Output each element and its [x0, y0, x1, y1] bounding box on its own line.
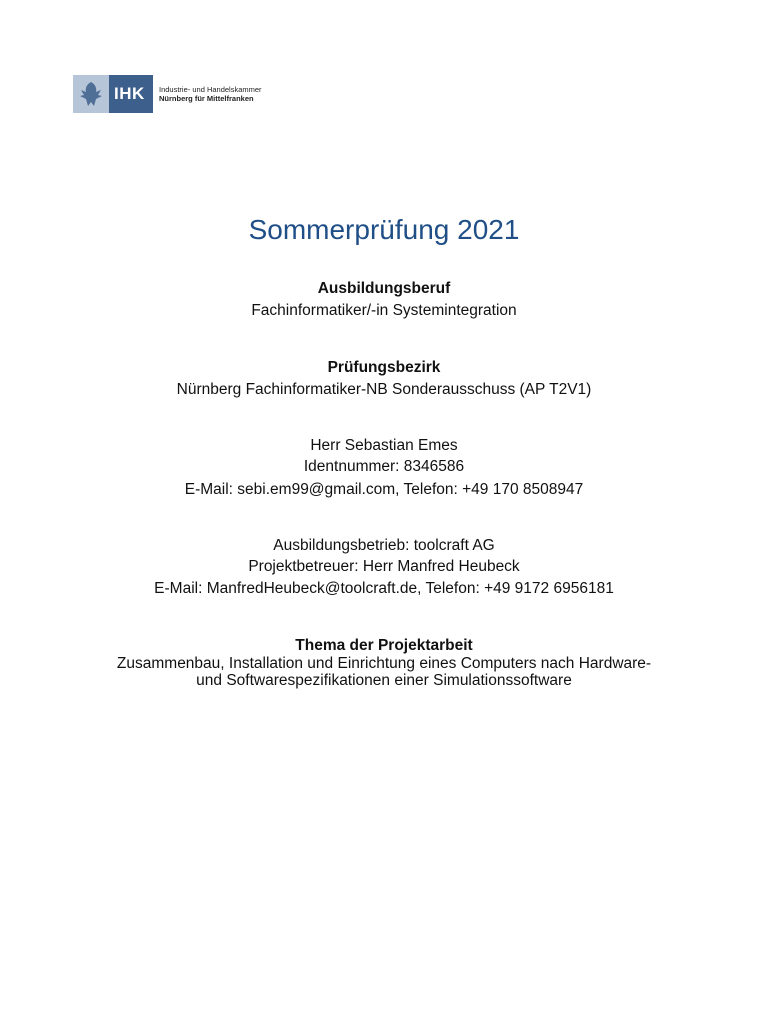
thema-heading: Thema der Projektarbeit: [295, 637, 473, 654]
ihk-logo-letters: IHK: [114, 84, 145, 103]
ihk-logo-line2: Nürnberg für Mittelfranken: [159, 94, 254, 103]
ihk-logo-mark: [73, 75, 153, 113]
candidate-ident: Identnummer: 8346586: [303, 458, 465, 475]
company-contact: E-Mail: ManfredHeubeck@toolcraft.de, Telefon: +49 9172 6956181: [154, 580, 614, 597]
eagle-icon: [73, 75, 109, 113]
company-betrieb: Ausbildungsbetrieb: toolcraft AG: [273, 537, 495, 554]
page-title: Sommerprüfung 2021: [248, 214, 520, 245]
pruefungsbezirk-value: Nürnberg Fachinformatiker-NB Sonderausschuss (AP T2V1): [176, 381, 592, 398]
ausbildungsberuf-value: Fachinformatiker/-in Systemintegration: [251, 302, 517, 319]
company-betreuer: Projektbetreuer: Herr Manfred Heubeck: [248, 558, 520, 575]
thema-line1: Zusammenbau, Installation und Einrichtung eines Computers nach Hardware-: [116, 655, 652, 672]
ausbildungsberuf-heading: Ausbildungsberuf: [317, 280, 451, 297]
candidate-name: Herr Sebastian Emes: [310, 437, 458, 454]
pruefungsbezirk-heading: Prüfungsbezirk: [327, 359, 441, 376]
candidate-contact: E-Mail: sebi.em99@gmail.com, Telefon: +49 170 8508947: [184, 481, 584, 498]
ihk-logo-line1: Industrie- und Handelskammer: [159, 85, 262, 94]
ihk-logo: [73, 75, 262, 113]
ihk-logo-text: [159, 85, 262, 103]
thema-line2: und Softwarespezifikationen einer Simulationssoftware: [196, 672, 572, 689]
